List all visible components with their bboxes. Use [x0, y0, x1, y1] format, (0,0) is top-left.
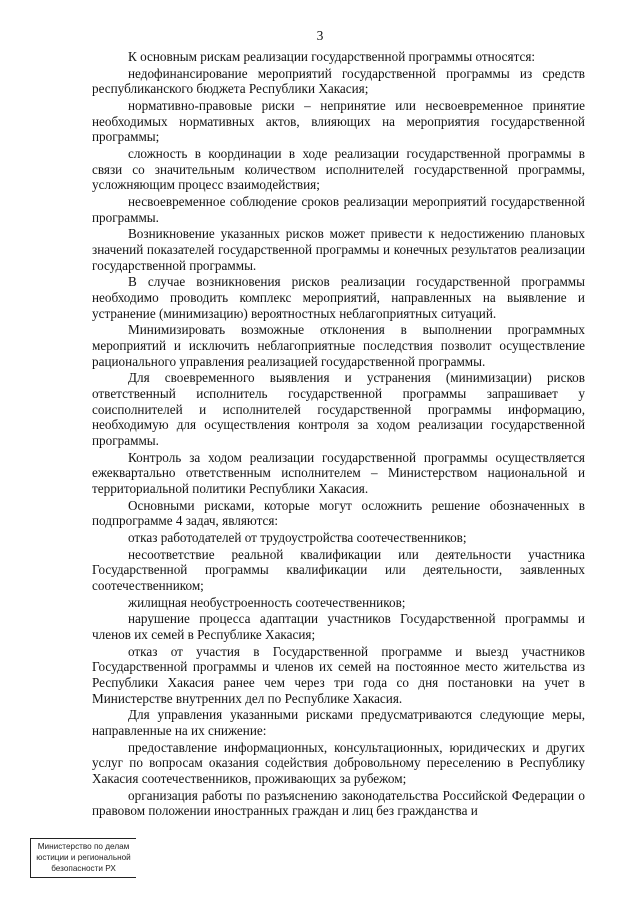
paragraph: несвоевременное соблюдение сроков реализации мероприятий государственной программы.	[92, 194, 585, 225]
paragraph: отказ работодателей от трудоустройства соотечественников;	[128, 529, 467, 545]
paragraph: предоставление информационных, консультационных, юридических и других услуг по вопросам оказания содействия добровольному переселению в Республику Хакасия соотечественников, проживающих за рубежом;	[92, 739, 585, 786]
paragraph: К основным рискам реализации государственной программы относятся:	[128, 49, 536, 64]
paragraph: Для управления указанными рисками предусматриваются следующие меры, направленные на их снижение:	[92, 707, 585, 738]
paragraph: организация работы по разъяснению законодательства Российской Федерации о правовом положении иностранных граждан и лиц без гражданства и	[92, 787, 585, 819]
stamp-line: Министерство по делам	[37, 842, 130, 851]
page-number: 3	[316, 28, 324, 43]
document-body	[92, 49, 585, 820]
paragraph: В случае возникновения рисков реализации государственной программы необходимо проводить комплекс мероприятий, направленных на выявление и устранение (минимизацию) вероятностных неблагоприятных ситуаций.	[92, 274, 585, 321]
paragraph: отказ от участия в Государственной программе и выезд участников Государственной программы и членов их семей на постоянное место жительства из Республики Хакасия ранее чем через три года со дня постановки на учет в Министерстве внутренних дел по Республике Хакасия.	[92, 643, 585, 706]
paragraph: недофинансирование мероприятий государственной программы из средств республиканского бюджета Республики Хакасия;	[92, 65, 585, 97]
paragraph: нормативно-правовые риски – непринятие или несвоевременное принятие необходимых нормативных актов, влияющих на мероприятия государственной программы;	[92, 98, 585, 145]
paragraph: жилищная необустроенность соотечественников;	[128, 594, 406, 610]
stamp-line: безопасности РХ	[51, 864, 116, 873]
paragraph: сложность в координации в ходе реализации государственной программы в связи со значительным количеством исполнителей государственной программы, усложняющим процесс взаимодействия;	[92, 146, 585, 193]
paragraph: Для своевременного выявления и устранения (минимизации) рисков ответственный исполнитель государственной программы запрашивает у соисполнителей и исполнителей государственной программы информацию, необходимую для осуществления контроля за ходом реализации государственной программы.	[92, 370, 585, 448]
paragraph: Возникновение указанных рисков может привести к недостижению плановых значений показателей государственной программы и конечных результатов реализации государственной программы.	[92, 226, 585, 273]
ministry-stamp	[30, 838, 136, 878]
paragraph: Минимизировать возможные отклонения в выполнении программных мероприятий и исключить неблагоприятные последствия позволит осуществление рационального управления реализацией государственной программы.	[92, 322, 585, 369]
paragraph: нарушение процесса адаптации участников Государственной программы и членов их семей в Республике Хакасия;	[92, 611, 585, 642]
paragraph: Основными рисками, которые могут осложнить решение обозначенных в подпрограмме 4 задач, являются:	[92, 497, 585, 529]
paragraph: несоответствие реальной квалификации или деятельности участника Государственной программы квалификации или деятельности, заявленных соотечественником;	[92, 546, 585, 593]
stamp-line: юстиции и региональной	[36, 853, 131, 862]
paragraph: Контроль за ходом реализации государственной программы осуществляется ежеквартально ответственным исполнителем – Министерством национальной и территориальной политики Республики Хакасия.	[92, 449, 585, 496]
